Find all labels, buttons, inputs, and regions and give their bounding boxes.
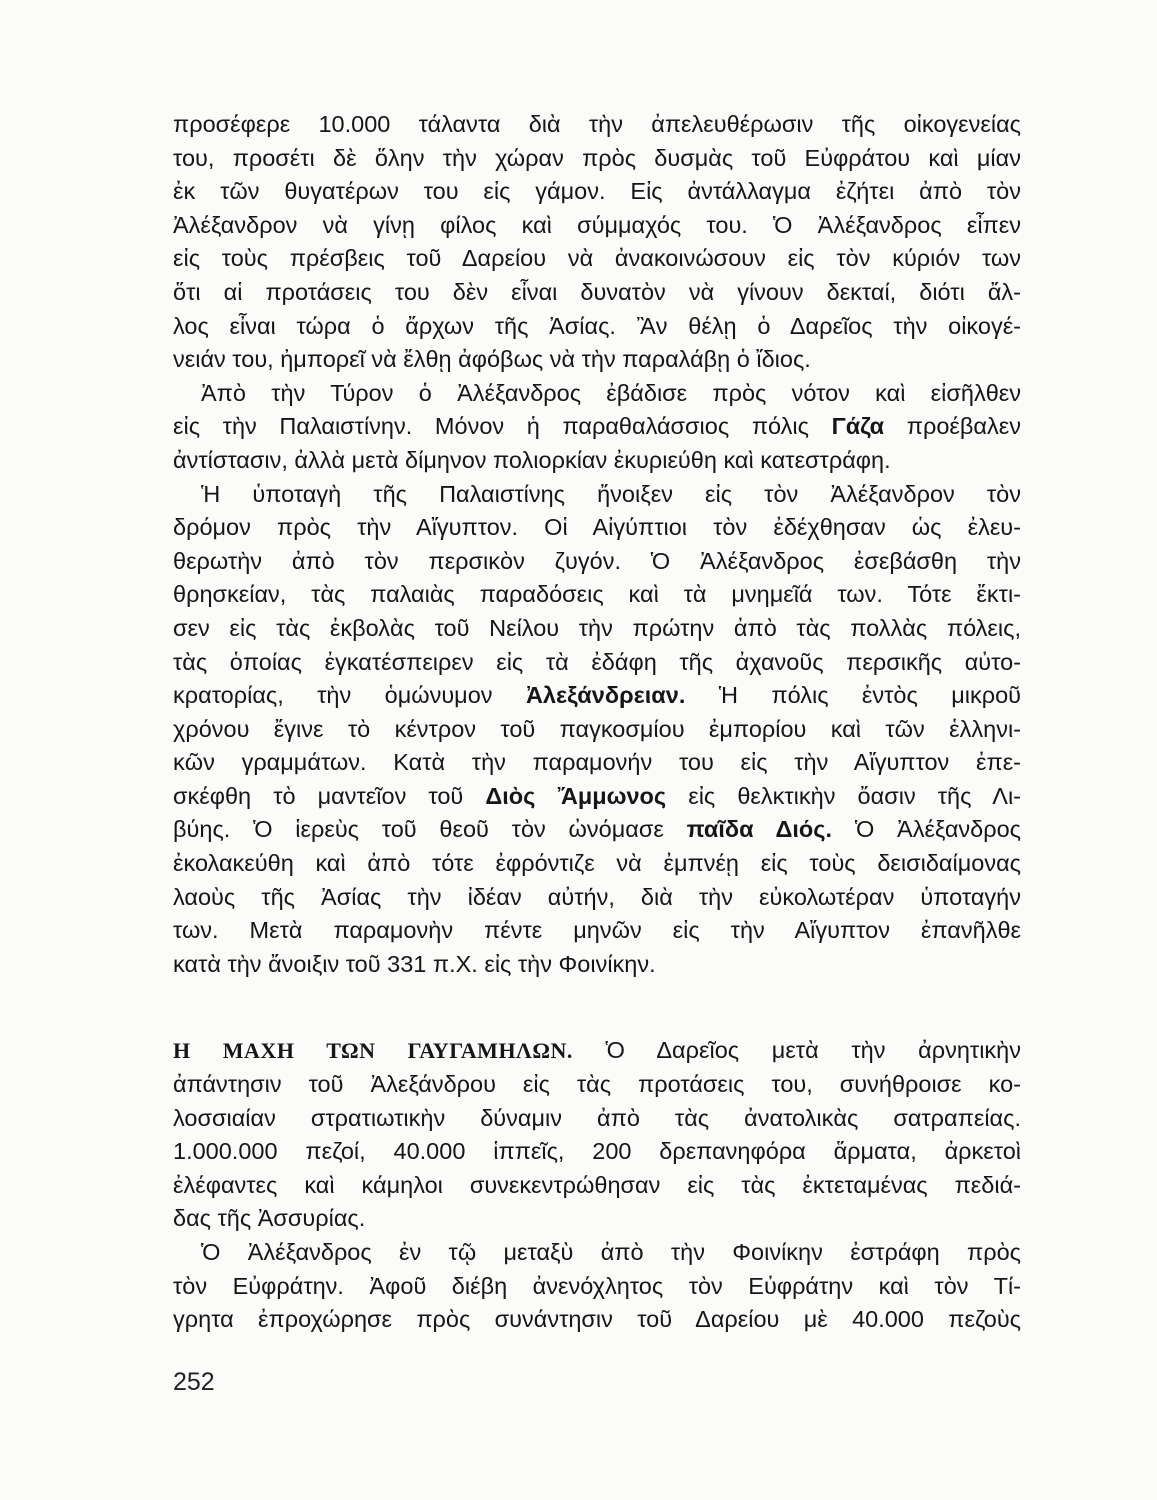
text-line <box>173 310 1021 344</box>
text-run: 1.000.000 πεζοί, 40.000 ἱππεῖς, 200 δρεπανηφόρα ἅρματα, ἀρκετοὶ <box>173 1138 1021 1165</box>
text-run: βύης. Ὁ ἱερεὺς τοῦ θεοῦ τὸν ὠνόμασε <box>173 816 687 843</box>
text-run: σεν εἰς τὰς ἐκβολὰς τοῦ Νείλου τὴν πρώτην ἀπὸ τὰς πολλὰς πόλεις, <box>173 614 1021 641</box>
text-run: ἐκ τῶν θυγατέρων του εἰς γάμον. Εἰς ἀντάλλαγμα ἐζήτει ἀπὸ τὸν <box>173 178 1021 205</box>
text-run: εἰς τὴν Παλαιστίνην. Μόνον ἡ παραθαλάσσιος πόλις <box>173 413 832 440</box>
text-line <box>173 847 1021 881</box>
paragraph <box>173 108 1021 377</box>
text-run: Ἀλέξανδρον νὰ γίνῃ φίλος καὶ σύμμαχός του. Ὁ Ἀλέξανδρος εἶπεν <box>173 211 1021 238</box>
text-line <box>173 713 1021 747</box>
text-line <box>173 746 1021 780</box>
emphasized-term: Διὸς Ἄμμωνος <box>485 782 667 809</box>
text-run: των. Μετὰ παραμονὴν πέντε μηνῶν εἰς τὴν Αἴγυπτον ἐπανῆλθε <box>173 917 1021 944</box>
text-run: χρόνου ἔγινε τὸ κέντρον τοῦ παγκοσμίου ἐμπορίου καὶ τῶν ἑλληνι- <box>173 715 1021 742</box>
text-run: εἰς θελκτικὴν ὄασιν τῆς Λι- <box>666 782 1021 809</box>
emphasized-term: Ἀλεξάνδρειαν. <box>525 682 686 709</box>
text-run: Ὁ Δαρεῖος μετὰ τὴν ἀρνητικὴν <box>572 1037 1021 1064</box>
text-line <box>173 612 1021 646</box>
text-run: λαοὺς τῆς Ἀσίας τὴν ἰδέαν αὐτήν, διὰ τὴν εὐκολωτέραν ὑποταγήν <box>173 883 1021 910</box>
text-run: ἐλέφαντες καὶ κάμηλοι συνεκεντρώθησαν εἰς τὰς ἐκτεταμένας πεδιά- <box>173 1171 1021 1198</box>
text-line <box>173 813 1021 847</box>
text-run: σκέφθη τὸ μαντεῖον τοῦ <box>173 782 486 809</box>
text-line <box>173 914 1021 948</box>
text-run: Ὁ Ἀλέξανδρος <box>832 816 1021 843</box>
text-line <box>173 1303 1021 1337</box>
text-run: νειάν του, ἠμπορεῖ νὰ ἔλθῃ ἀφόβως νὰ τὴν παραλάβῃ ὁ ἴδιος. <box>173 346 811 373</box>
text-line <box>173 1169 1021 1203</box>
text-line <box>173 679 1021 713</box>
text-line <box>173 1102 1021 1136</box>
section-heading: Η ΜΑΧΗ ΤΩΝ ΓΑΥΓΑΜΗΛΩΝ. <box>173 1038 573 1064</box>
text-run: κῶν γραμμάτων. Κατὰ τὴν παραμονήν του εἰς τὴν Αἴγυπτον ἐπε- <box>173 749 1021 776</box>
text-run: λος εἶναι τώρα ὁ ἄρχων τῆς Ἀσίας. Ἂν θέλῃ ὁ Δαρεῖος τὴν οἰκογέ- <box>173 312 1021 339</box>
text-line <box>173 1202 1021 1236</box>
text-line <box>173 1270 1021 1304</box>
text-run: ὅτι αἱ προτάσεις του δὲν εἶναι δυνατὸν νὰ γίνουν δεκταί, διότι ἄλ- <box>173 278 1021 305</box>
text-run: θρησκείαν, τὰς παλαιὰς παραδόσεις καὶ τὰ μνημεῖά των. Τότε ἔκτι- <box>173 581 1021 608</box>
text-line <box>173 444 1021 478</box>
text-run: Ἡ ὑποταγὴ τῆς Παλαιστίνης ἤνοιξεν εἰς τὸν Ἀλέξανδρον τὸν <box>201 480 1021 507</box>
text-line <box>173 209 1021 243</box>
text-run: θερωτὴν ἀπὸ τὸν περσικὸν ζυγόν. Ὁ Ἀλέξανδρος ἐσεβάσθη τὴν <box>173 547 1021 574</box>
text-line <box>173 108 1021 142</box>
text-line <box>173 276 1021 310</box>
page-number: 252 <box>173 1368 215 1396</box>
text-line <box>173 142 1021 176</box>
text-line <box>173 578 1021 612</box>
paragraph <box>173 377 1021 478</box>
text-run: Ἡ πόλις ἐντὸς μικροῦ <box>685 682 1021 709</box>
paragraph <box>173 1236 1021 1337</box>
text-run: λοσσιαίαν στρατιωτικὴν δύναμιν ἀπὸ τὰς ἀνατολικὰς σατραπείας. <box>173 1104 1021 1131</box>
emphasized-term: Γάζα <box>831 413 885 440</box>
text-line <box>173 780 1021 814</box>
text-line <box>173 948 1021 982</box>
page-body <box>173 108 1021 1337</box>
text-line <box>173 1034 1021 1068</box>
text-line <box>173 175 1021 209</box>
text-run: κρατορίας, τὴν ὁμώνυμον <box>173 682 526 709</box>
text-line <box>173 511 1021 545</box>
text-line <box>173 881 1021 915</box>
text-run: δας τῆς Ἀσσυρίας. <box>173 1205 366 1232</box>
text-run: δρόμον πρὸς τὴν Αἴγυπτον. Οἱ Αἰγύπτιοι τὸν ἐδέχθησαν ὡς ἐλευ- <box>173 514 1021 541</box>
text-line <box>173 242 1021 276</box>
paragraph <box>173 478 1021 982</box>
text-line <box>173 478 1021 512</box>
text-line <box>173 646 1021 680</box>
text-line <box>173 545 1021 579</box>
text-line <box>173 1135 1021 1169</box>
text-run: ἀπάντησιν τοῦ Ἀλεξάνδρου εἰς τὰς προτάσεις του, συνήθροισε κο- <box>173 1071 1021 1098</box>
text-run: προσέφερε 10.000 τάλαντα διὰ τὴν ἀπελευθέρωσιν τῆς οἰκογενείας <box>173 111 1021 137</box>
section-gap <box>173 981 1021 1034</box>
text-run: Ὁ Ἀλέξανδρος ἐν τῷ μεταξὺ ἀπὸ τὴν Φοινίκην ἐστράφη πρὸς <box>201 1239 1021 1265</box>
text-line <box>173 377 1021 411</box>
emphasized-term: παῖδα Διός. <box>686 816 833 843</box>
text-run: προέβαλεν <box>884 413 1021 440</box>
text-run: Ἀπὸ τὴν Τύρον ὁ Ἀλέξανδρος ἐβάδισε πρὸς νότον καὶ εἰσῆλθεν <box>201 379 1021 406</box>
text-run: του, προσέτι δὲ ὅλην τὴν χώραν πρὸς δυσμὰς τοῦ Εὐφράτου καὶ μίαν <box>173 144 1021 171</box>
text-run: εἰς τοὺς πρέσβεις τοῦ Δαρείου νὰ ἀνακοινώσουν εἰς τὸν κύριόν των <box>173 245 1021 272</box>
text-run: τὰς ὁποίας ἐγκατέσπειρεν εἰς τὰ ἐδάφη τῆς ἀχανοῦς περσικῆς αὐτο- <box>173 648 1021 675</box>
text-run: ἀντίστασιν, ἀλλὰ μετὰ δίμηνον πολιορκίαν ἐκυριεύθη καὶ κατεστράφη. <box>173 446 891 473</box>
text-run: τὸν Εὐφράτην. Ἀφοῦ διέβη ἀνενόχλητος τὸν Εὐφράτην καὶ τὸν Τί- <box>173 1272 1021 1299</box>
text-run: ἐκολακεύθη καὶ ἀπὸ τότε ἐφρόντιζε νὰ ἐμπνέῃ εἰς τοὺς δεισιδαίμονας <box>173 850 1021 877</box>
text-run: κατὰ τὴν ἄνοιξιν τοῦ 331 π.Χ. εἰς τὴν Φοινίκην. <box>173 950 656 977</box>
text-line <box>173 1236 1021 1270</box>
text-line <box>173 343 1021 377</box>
text-line <box>173 1068 1021 1102</box>
paragraph <box>173 1034 1021 1236</box>
text-run: γρητα ἐπροχώρησε πρὸς συνάντησιν τοῦ Δαρείου μὲ 40.000 πεζοὺς <box>173 1306 1021 1333</box>
text-line <box>173 410 1021 444</box>
